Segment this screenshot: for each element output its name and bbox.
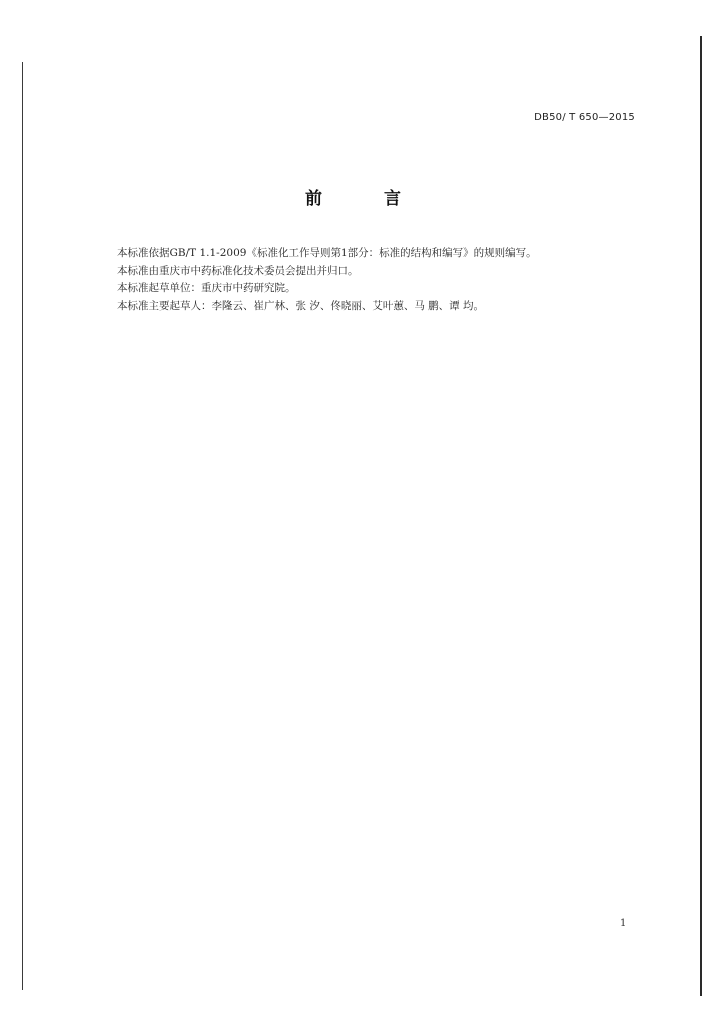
preface-line-drafting-unit: 本标准起草单位：重庆市中药研究院。	[117, 282, 296, 294]
scan-border-right	[700, 36, 702, 996]
preface-body	[117, 245, 637, 315]
preface-line-drafters: 本标准主要起草人：李隆云、崔广林、张 汐、佟晓丽、艾叶蕙、马 鹏、谭 均。	[117, 299, 485, 312]
preface-line-proposer: 本标准由重庆市中药标准化技术委员会提出并归口。	[117, 264, 359, 277]
page-number: 1	[620, 918, 627, 929]
preface-line-drafting-rules: 本标准依据GB/T 1.1-2009《标准化工作导则第1部分：标准的结构和编写》的规则编写。	[117, 247, 537, 259]
standard-code: DB50/ T 650—2015	[534, 112, 635, 123]
page-title: 前 言	[305, 189, 429, 209]
